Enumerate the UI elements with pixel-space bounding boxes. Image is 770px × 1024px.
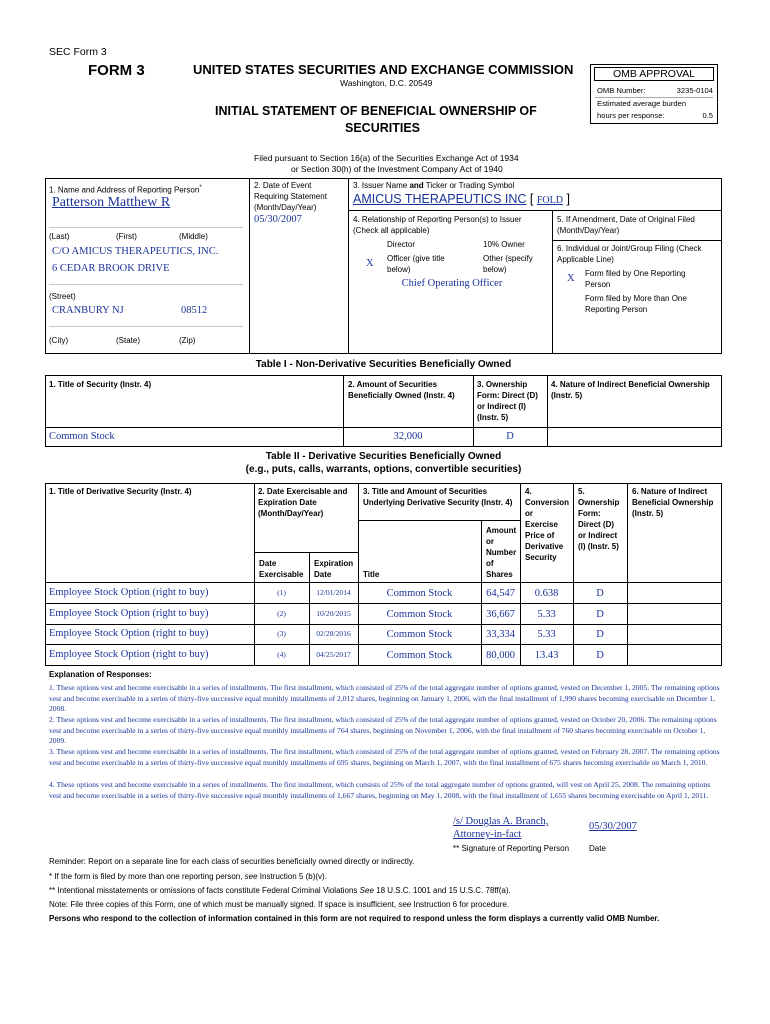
more-persons-label-2: Reporting Person bbox=[585, 305, 648, 314]
footnote-3: 3. These options vest and become exercisable in a series of installments. The first installment, which consisted of 25% of the total aggregate number of options granted, vested on February 28, 2007. The remaining options vest and become exercisable in a series of thirty-five successive equal monthly installments of 695 shares, beginning on March 1, 2007, with the final installment of 675 shares becoming exercisable on March 1, 2010. bbox=[49, 747, 720, 767]
row-form: D bbox=[596, 608, 604, 620]
table2-col-ownership-4: Direct (D) bbox=[578, 520, 615, 529]
copies-note: Note: File three copies of this Form, one of which must be manually signed. If space is insufficient, see Instruction 6 for procedure. bbox=[49, 900, 510, 909]
row-exercisable: (3) bbox=[277, 629, 286, 639]
reporting-person-label: 1. Name and Address of Reporting Person* bbox=[49, 185, 202, 195]
signature-name: /s/ Douglas A. Branch, Attorney-in-fact bbox=[453, 816, 549, 840]
table2-sub-amount-1: Amount bbox=[486, 526, 517, 535]
table1-col-form-2: Form: Direct (D) bbox=[477, 391, 538, 400]
footnote-4: 4. These options vest and become exercisable in a series of installments. The first installment, which consists of 25% of the total aggregate number of options granted, will vest on April 25, 2008. The remaining options vest and become exercisable in a series of thirty-five successive equal monthly installments of 1,667 shares, beginning on May 1, 2008, with the final installment of 1,655 shares becoming exercisable on April 1, 2011. bbox=[49, 780, 711, 800]
table2-col-dates-2: Expiration Date bbox=[258, 498, 317, 507]
row-expiration: 02/28/2016 bbox=[316, 629, 351, 639]
event-date-label-3: (Month/Day/Year) bbox=[254, 203, 317, 212]
sec-form-label: SEC Form 3 bbox=[49, 46, 107, 58]
omb-number-value: 3235-0104 bbox=[676, 86, 713, 95]
row-exercisable: (2) bbox=[277, 608, 286, 618]
one-person-label-2: Person bbox=[585, 280, 611, 289]
table2-col-ownership-3: Form: bbox=[578, 509, 601, 518]
row-underlying-title: Common Stock bbox=[386, 649, 453, 661]
officer-title-value: Chief Operating Officer bbox=[401, 278, 503, 289]
table2-col-underlying-2: Underlying Derivative Security (Instr. 4) bbox=[363, 498, 513, 507]
row-amount: 33,334 bbox=[486, 629, 515, 640]
officer-check-mark: X bbox=[366, 258, 374, 269]
omb-burden-label: Estimated average burden bbox=[597, 99, 687, 108]
table1-title: Table I - Non-Derivative Securities Beneficially Owned bbox=[255, 359, 512, 370]
row-amount: 80,000 bbox=[486, 649, 515, 661]
agency-location: Washington, D.C. 20549 bbox=[340, 78, 433, 88]
omb-hours-label: hours per response: bbox=[597, 111, 665, 120]
table1-col-form-1: 3. Ownership bbox=[477, 380, 528, 389]
table1-row-form: D bbox=[506, 431, 514, 442]
signature-date-label: Date bbox=[589, 844, 606, 853]
table2-sub-amount-4: of bbox=[486, 559, 494, 568]
table2-col-ownership-1: 5. bbox=[578, 487, 585, 496]
row-underlying-title: Common Stock bbox=[386, 608, 453, 620]
row-exercisable: (1) bbox=[277, 587, 286, 597]
omb-approval-title: OMB APPROVAL bbox=[594, 67, 714, 81]
table2-col-dates-3: (Month/Day/Year) bbox=[258, 509, 324, 518]
table2-sub-amount-5: Shares bbox=[486, 570, 513, 579]
signature-date: 05/30/2007 bbox=[589, 821, 637, 832]
omb-approval-box bbox=[590, 64, 718, 124]
first-name-label: (First) bbox=[116, 232, 137, 241]
footnote-2: 2. These options vest and become exercisable in a series of installments. The first installment, which consisted of 25% of the total aggregate number of options granted, vested on October 20, 2006. The remaining options vest and become exercisable in a series of thirty-five successive equal monthly installments of 764 shares, beginning on November 1, 2006, with the final installment of 760 shares becoming exercisable on October 1, 2009. bbox=[49, 715, 717, 746]
one-person-label-1: Form filed by One Reporting bbox=[585, 269, 686, 278]
row-underlying-title: Common Stock bbox=[386, 629, 453, 640]
table2-col-dates-1: 2. Date Exercisable and bbox=[258, 487, 348, 496]
filing-type-label-1: 6. Individual or Joint/Group Filing (Check bbox=[557, 244, 702, 253]
row-expiration: 12/01/2014 bbox=[316, 587, 351, 597]
ten-percent-owner-label: 10% Owner bbox=[483, 240, 525, 249]
row-amount: 64,547 bbox=[486, 587, 515, 599]
table2-col-conversion-7: Security bbox=[525, 553, 557, 562]
row-underlying-title: Common Stock bbox=[386, 587, 453, 599]
issuer-name[interactable]: AMICUS THERAPEUTICS INC bbox=[353, 192, 527, 206]
footnote-1: 1. These options vest and become exercisable in a series of installments. The first installment, which consisted of 25% of the total aggregate number of options granted, vested on December 1, 2005. The remaining options vest and become exercisable in a series of thirty-five successive equal monthly installments of 2,012 shares, beginning on January 1, 2006, with the final installment of 1,990 shares becoming exercisable on December 1, 2008. bbox=[49, 683, 720, 714]
table-row bbox=[45, 625, 722, 644]
table2-col-ownership-2: Ownership bbox=[578, 498, 620, 507]
table2-col-conversion-6: Derivative bbox=[525, 542, 564, 551]
row-exercisable: (4) bbox=[277, 649, 286, 659]
table1-col-title: 1. Title of Security (Instr. 4) bbox=[49, 380, 152, 389]
row-expiration: 10/20/2015 bbox=[316, 608, 351, 618]
relationship-label-2: (Check all applicable) bbox=[353, 226, 430, 235]
reminder-note: Reminder: Report on a separate line for each class of securities beneficially owned directly or indirectly. bbox=[49, 857, 415, 866]
other-label-2: below) bbox=[483, 265, 507, 274]
city-state-value: CRANBURY NJ bbox=[52, 305, 124, 316]
omb-notice: Persons who respond to the collection of information contained in this form are not required to respond unless the form displays a currently valid OMB Number. bbox=[49, 914, 660, 923]
row-form: D bbox=[596, 587, 604, 599]
event-date-label-2: Requiring Statement bbox=[254, 192, 327, 201]
statement-title-line1: INITIAL STATEMENT OF BENEFICIAL OWNERSHIP OF bbox=[215, 104, 537, 118]
table2-title-1: Table II - Derivative Securities Beneficially Owned bbox=[265, 451, 502, 462]
table1-row-amount: 32,000 bbox=[393, 431, 423, 442]
form-number-title: FORM 3 bbox=[88, 62, 145, 79]
omb-hours-value: 0.5 bbox=[702, 111, 713, 120]
middle-name-label: (Middle) bbox=[179, 232, 208, 241]
table1-col-amount-2: Beneficially Owned (Instr. 4) bbox=[348, 391, 455, 400]
statement-title-line2: SECURITIES bbox=[345, 121, 421, 135]
table2-col-conversion-5: Price of bbox=[525, 531, 555, 540]
table2-sub-expiration-1: Expiration bbox=[314, 559, 354, 568]
other-label-1: Other (specify bbox=[483, 254, 533, 263]
table2-col-ownership-5: or Indirect bbox=[578, 531, 618, 540]
director-label: Director bbox=[387, 240, 416, 249]
table1-col-form-4: (Instr. 5) bbox=[477, 413, 509, 422]
table1-col-nature-2: (Instr. 5) bbox=[551, 391, 583, 400]
table2-col-conversion-2: Conversion bbox=[525, 498, 570, 507]
table1-col-amount-1: 2. Amount of Securities bbox=[348, 380, 438, 389]
explanation-title: Explanation of Responses: bbox=[49, 670, 152, 679]
row-security-title: Employee Stock Option (right to buy) bbox=[49, 587, 209, 598]
state-label: (State) bbox=[116, 336, 141, 345]
relationship-label-1: 4. Relationship of Reporting Person(s) to Issuer bbox=[353, 215, 522, 224]
table2-sub-date-2: Exercisable bbox=[259, 570, 304, 579]
event-date-value: 05/30/2007 bbox=[254, 214, 302, 225]
table1-col-form-3: or Indirect (I) bbox=[477, 402, 526, 411]
event-date-label-1: 2. Date of Event bbox=[254, 181, 312, 190]
table2-sub-amount-2: or bbox=[486, 537, 494, 546]
officer-label-2: below) bbox=[387, 265, 411, 274]
multiple-persons-note: * If the form is filed by more than one reporting person, see Instruction 5 (b)(v). bbox=[49, 872, 327, 881]
row-amount: 36,667 bbox=[486, 608, 515, 620]
table1-col-nature-1: 4. Nature of Indirect Beneficial Ownership bbox=[551, 380, 710, 389]
row-price: 13.43 bbox=[534, 649, 559, 661]
table2-col-title: 1. Title of Derivative Security (Instr. 4) bbox=[49, 487, 192, 496]
row-security-title: Employee Stock Option (right to buy) bbox=[49, 649, 209, 660]
more-persons-label-1: Form filed by More than One bbox=[585, 294, 687, 303]
table2-col-nature-2: Beneficial Ownership bbox=[632, 498, 714, 507]
row-price: 5.33 bbox=[537, 608, 556, 620]
table2-col-nature-1: 6. Nature of Indirect bbox=[632, 487, 708, 496]
table-row bbox=[45, 604, 722, 624]
table1-row-title: Common Stock bbox=[49, 431, 115, 442]
amendment-label-1: 5. If Amendment, Date of Original Filed bbox=[557, 215, 695, 224]
address-line1: C/O AMICUS THERAPEUTICS, INC. bbox=[52, 246, 219, 257]
table2-sub-title: Title bbox=[363, 570, 380, 579]
filing-type-label-2: Applicable Line) bbox=[557, 255, 614, 264]
table2-col-conversion-1: 4. bbox=[525, 487, 532, 496]
row-price: 5.33 bbox=[537, 629, 556, 640]
criminal-violations-note: ** Intentional misstatements or omissions of facts constitute Federal Criminal Violations See 18 U.S.C. 1001 and 15 U.S.C. 78ff(a). bbox=[49, 886, 511, 895]
table-row bbox=[45, 583, 722, 603]
table2-col-underlying-1: 3. Title and Amount of Securities bbox=[363, 487, 488, 496]
table2-sub-amount-3: Number bbox=[486, 548, 517, 557]
table2-col-ownership-6: (I) (Instr. 5) bbox=[578, 542, 619, 551]
zip-value: 08512 bbox=[181, 305, 208, 316]
issuer-label: 3. Issuer Name and Ticker or Trading Symbol bbox=[353, 181, 515, 190]
table2-sub-date-1: Date bbox=[259, 559, 277, 568]
row-security-title: Employee Stock Option (right to buy) bbox=[49, 628, 209, 639]
row-security-title: Employee Stock Option (right to buy) bbox=[49, 608, 209, 619]
officer-label-1: Officer (give title bbox=[387, 254, 445, 263]
row-price: 0.638 bbox=[534, 587, 559, 599]
issuer-name-ticker: AMICUS THERAPEUTICS INC [ FOLD ] bbox=[353, 192, 570, 206]
one-person-check-mark: X bbox=[567, 273, 575, 284]
city-label: (City) bbox=[49, 336, 69, 345]
omb-number-label: OMB Number: bbox=[597, 86, 646, 95]
row-form: D bbox=[596, 629, 604, 640]
zip-label: (Zip) bbox=[179, 336, 196, 345]
amendment-label-2: (Month/Day/Year) bbox=[557, 226, 620, 235]
reporting-person-name[interactable]: Patterson Matthew R bbox=[52, 195, 171, 210]
street-label: (Street) bbox=[49, 292, 76, 301]
table2-sub-expiration-2: Date bbox=[314, 570, 332, 579]
filed-pursuant-line1: Filed pursuant to Section 16(a) of the Securities Exchange Act of 1934 bbox=[254, 153, 519, 163]
table2-col-nature-3: (Instr. 5) bbox=[632, 509, 664, 518]
ticker-symbol[interactable]: FOLD bbox=[536, 195, 563, 206]
address-line2: 6 CEDAR BROOK DRIVE bbox=[52, 263, 170, 274]
last-name-label: (Last) bbox=[49, 232, 70, 241]
table-row bbox=[45, 645, 722, 665]
row-expiration: 04/25/2017 bbox=[316, 649, 351, 659]
table2-col-conversion-3: or bbox=[525, 509, 533, 518]
table2-title-2: (e.g., puts, calls, warrants, options, convertible securities) bbox=[245, 464, 522, 475]
agency-title: UNITED STATES SECURITIES AND EXCHANGE COMMISSION bbox=[193, 62, 574, 77]
filed-pursuant-line2: or Section 30(h) of the Investment Company Act of 1940 bbox=[291, 164, 503, 174]
row-form: D bbox=[596, 649, 604, 661]
signature-label: ** Signature of Reporting Person bbox=[453, 844, 570, 853]
table2-col-conversion-4: Exercise bbox=[525, 520, 558, 529]
